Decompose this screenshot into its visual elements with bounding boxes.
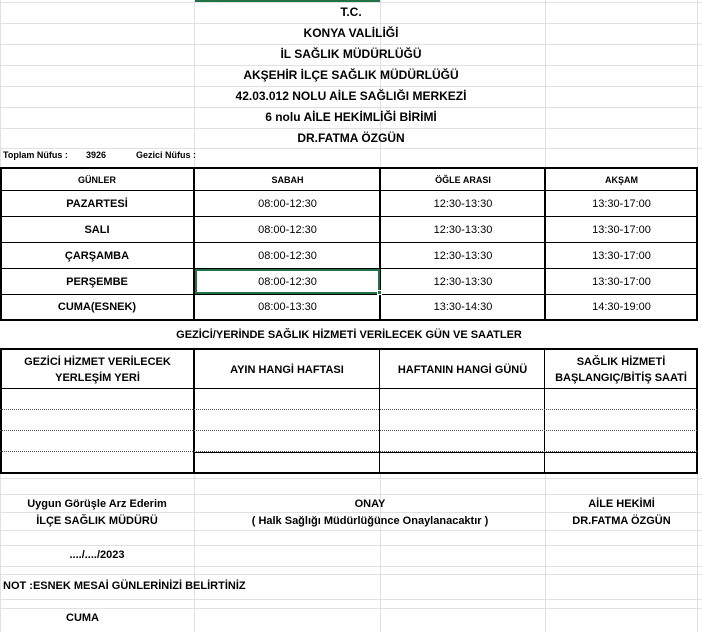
header-line-doctor: DR.FATMA ÖZGÜN	[297, 131, 405, 145]
note-text: NOT :ESNEK MESAİ GÜNLERİNİZİ BELİRTİNİZ	[3, 580, 246, 592]
column-header-evening: AKŞAM	[605, 174, 638, 185]
schedule-day-cell[interactable]: PERŞEMBE	[66, 275, 128, 288]
table-row[interactable]	[2, 389, 696, 409]
schedule-evening-cell[interactable]: 13:30-17:00	[592, 249, 651, 262]
column-header-service-hours	[546, 352, 696, 388]
column-header-days: GÜNLER	[78, 174, 116, 185]
approval-title: ONAY	[354, 497, 386, 510]
table-row[interactable]	[2, 452, 696, 472]
schedule-day-cell[interactable]: PAZARTESİ	[66, 197, 128, 210]
mobile-service-title: GEZİCİ/YERİNDE SAĞLIK HİZMETİ VERİLECEK GÜN VE SAATLER	[176, 329, 522, 341]
header-line-unit: 6 nolu AİLE HEKİMLİĞİ BİRİMİ	[265, 110, 437, 124]
mobile-population-label: Gezici Nüfus :	[136, 150, 197, 160]
schedule-noon-cell[interactable]: 12:30-13:30	[433, 249, 493, 262]
schedule-morning-cell[interactable]: 08:00-12:30	[258, 249, 317, 262]
column-header-location	[2, 352, 193, 388]
location-header-line2: YERLEŞİM YERİ	[55, 372, 140, 384]
schedule-morning-cell[interactable]: 08:00-13:30	[258, 301, 317, 313]
schedule-evening-cell[interactable]: 13:30-17:00	[592, 197, 651, 210]
schedule-noon-cell[interactable]: 12:30-13:30	[433, 223, 493, 236]
table-row[interactable]	[2, 410, 696, 430]
table-row[interactable]	[2, 431, 696, 451]
column-header-week-of-month: AYIN HANGİ HAFTASI	[230, 364, 344, 376]
note-day: CUMA	[66, 612, 99, 624]
approval-note: ( Halk Sağlığı Müdürlüğünce Onaylanacaktır )	[251, 514, 489, 527]
schedule-morning-cell[interactable]: 08:00-12:30	[258, 197, 317, 210]
header-line-tc: T.C.	[340, 5, 362, 19]
schedule-noon-cell[interactable]: 12:30-13:30	[433, 275, 493, 288]
total-population-value: 3926	[86, 150, 107, 160]
header-line-health-center: 42.03.012 NOLU AİLE SAĞLIĞI MERKEZİ	[235, 89, 467, 103]
header-line-district-health: AKŞEHİR İLÇE SAĞLIK MÜDÜRLÜĞÜ	[243, 68, 459, 82]
schedule-day-cell[interactable]: SALI	[84, 223, 110, 236]
total-population-label: Toplam Nüfus :	[3, 150, 68, 160]
schedule-evening-cell[interactable]: 14:30-19:00	[592, 301, 651, 313]
column-header-morning: SABAH	[271, 174, 304, 185]
schedule-evening-cell[interactable]: 13:30-17:00	[592, 223, 651, 236]
header-line-governorship: KONYA VALİLİĞİ	[303, 26, 399, 40]
schedule-noon-cell[interactable]: 13:30-14:30	[433, 301, 493, 313]
signature-right-line2: DR.FATMA ÖZGÜN	[572, 514, 671, 527]
header-line-provincial-health: İL SAĞLIK MÜDÜRLÜĞÜ	[280, 47, 422, 61]
signature-right-line1: AİLE HEKİMİ	[588, 497, 655, 510]
location-header-line1: GEZİCİ HİZMET VERİLECEK	[24, 356, 171, 368]
date-field[interactable]: ..../..../2023	[69, 549, 125, 561]
schedule-morning-cell[interactable]: 08:00-12:30	[258, 223, 317, 236]
signature-left-line2: İLÇE SAĞLIK MÜDÜRÜ	[36, 514, 158, 527]
schedule-day-cell[interactable]: CUMA(ESNEK)	[57, 301, 137, 313]
schedule-noon-cell[interactable]: 12:30-13:30	[433, 197, 493, 210]
signature-left-line1: Uygun Görüşle Arz Ederim	[27, 497, 167, 510]
selected-cell[interactable]: 08:00-12:30	[195, 269, 380, 294]
column-header-noon: ÖĞLE ARASI	[435, 174, 491, 185]
column-header-day-of-week: HAFTANIN HANGİ GÜNÜ	[397, 364, 528, 376]
service-hours-header-line2: BAŞLANGIÇ/BİTİŞ SAATİ	[555, 372, 687, 384]
schedule-day-cell[interactable]: ÇARŞAMBA	[64, 249, 130, 262]
schedule-evening-cell[interactable]: 13:30-17:00	[592, 275, 651, 288]
service-hours-header-line1: SAĞLIK HİZMETİ	[576, 356, 666, 368]
